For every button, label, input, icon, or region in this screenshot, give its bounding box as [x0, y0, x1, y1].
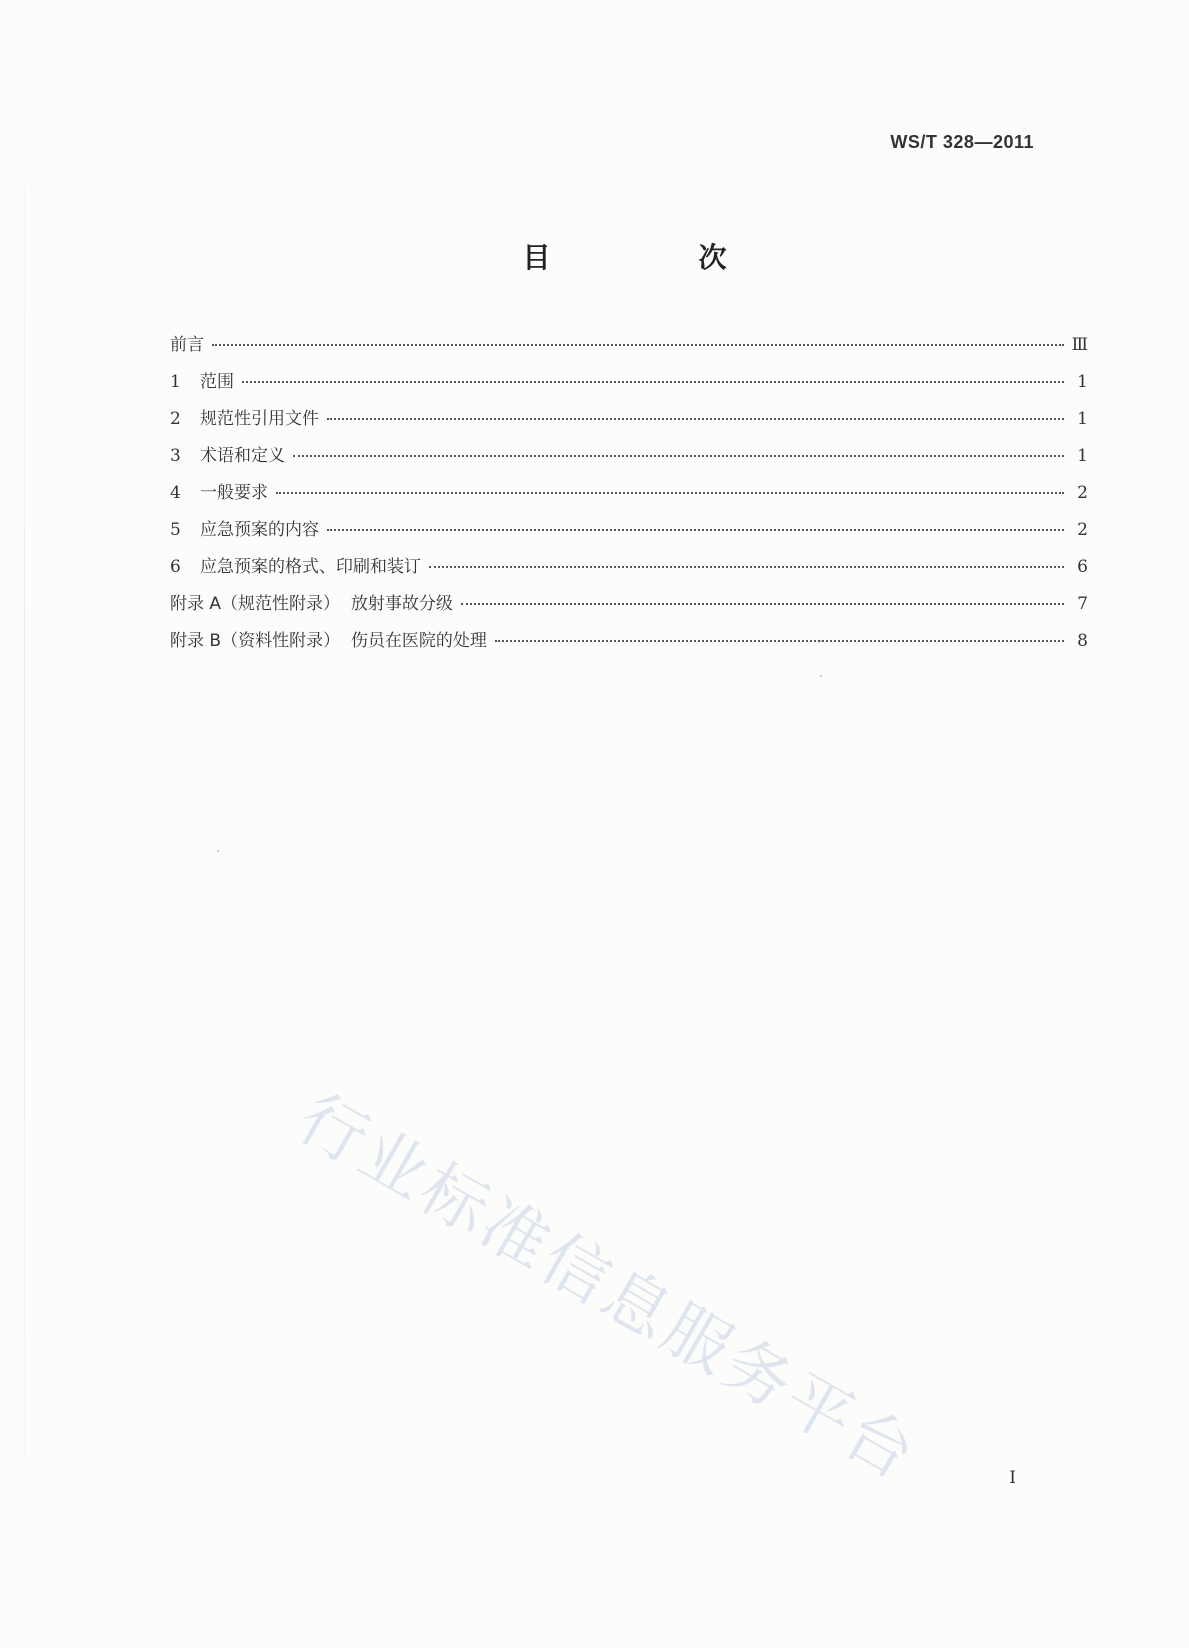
toc-entry-page: 6 [1077, 557, 1088, 577]
toc-entry-terms[interactable] [170, 441, 1088, 478]
toc-entry-label: 范围 [200, 372, 234, 392]
toc-entry-scope[interactable] [170, 367, 1088, 404]
toc-entry-number: 5 [170, 520, 181, 540]
toc-entry-label: 一般要求 [200, 483, 268, 503]
toc-entry-label: 规范性引用文件 [200, 409, 319, 429]
toc-leader-dots [429, 549, 1064, 568]
scan-speck [217, 850, 219, 852]
toc-entry-number: 4 [170, 483, 181, 503]
toc-entry-number: 1 [170, 372, 181, 392]
toc-entry-label: 应急预案的格式、印刷和装订 [200, 557, 421, 577]
toc-entry-general-requirements[interactable] [170, 478, 1088, 515]
toc-entry-plan-format[interactable] [170, 552, 1088, 589]
toc-entry-number: 6 [170, 557, 181, 577]
toc-entry-number: 2 [170, 409, 181, 429]
toc-entry-plan-content[interactable] [170, 515, 1088, 552]
watermark: 行业标准信息服务平台 [285, 1079, 931, 1497]
toc-leader-dots [327, 512, 1064, 531]
toc-entry-page: 8 [1077, 631, 1088, 651]
toc-entry-label: 前言 [170, 335, 204, 355]
toc-title: 目 次 [522, 241, 787, 274]
toc-leader-dots [212, 327, 1064, 346]
toc-entry-page: 1 [1077, 372, 1088, 392]
toc-entry-appendix-b[interactable] [170, 626, 1088, 663]
toc-entry-page: 1 [1077, 409, 1088, 429]
toc-entry-label: 附录 A（规范性附录） 放射事故分级 [170, 594, 453, 614]
toc-entry-page: 1 [1077, 446, 1088, 466]
toc-entry-appendix-a[interactable] [170, 589, 1088, 626]
toc-entry-foreword[interactable] [170, 330, 1088, 367]
toc-entry-label: 附录 B（资料性附录） 伤员在医院的处理 [170, 631, 487, 651]
toc-entry-page: 7 [1077, 594, 1088, 614]
toc-entry-label: 术语和定义 [200, 446, 285, 466]
toc-leader-dots [293, 438, 1064, 457]
toc-leader-dots [242, 364, 1064, 383]
table-of-contents [170, 330, 1088, 663]
document-code: WS/T 328—2011 [890, 132, 1034, 152]
toc-entry-page: 2 [1077, 483, 1088, 503]
scan-speck [820, 640, 822, 642]
scan-speck [820, 675, 822, 677]
toc-entry-page: 2 [1077, 520, 1088, 540]
toc-leader-dots [276, 475, 1064, 494]
toc-entry-normative-references[interactable] [170, 404, 1088, 441]
toc-entry-number: 3 [170, 446, 181, 466]
toc-leader-dots [327, 401, 1064, 420]
toc-leader-dots [461, 586, 1064, 605]
toc-entry-label: 应急预案的内容 [200, 520, 319, 540]
toc-entry-page: Ⅲ [1071, 335, 1088, 355]
toc-leader-dots [495, 623, 1064, 642]
page-number: I [1009, 1468, 1016, 1488]
